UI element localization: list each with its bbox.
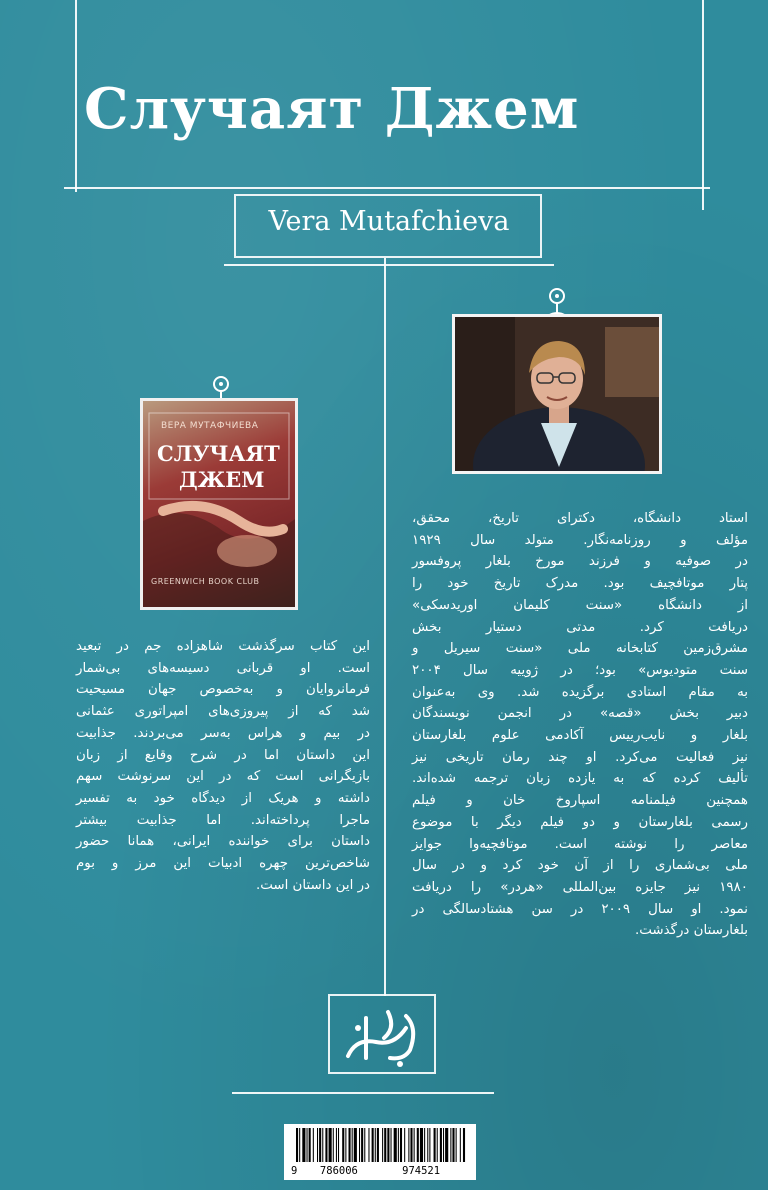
bio-line: بلغار و نایب‌رییس آکادمی علوم بلغارستان — [412, 728, 748, 744]
bio-line: همچنین فیلمنامه اسپاروخ خان و فیلم — [412, 793, 748, 809]
author-bio — [412, 508, 748, 942]
bio-line: تألیف کرده که به یازده زبان ترجمه شده‌اند. — [412, 771, 748, 787]
bio-line: نمود. او سال ۲۰۰۹ در سن هشتادسالگی در — [412, 901, 749, 917]
bio-line: نیز فعالیت می‌کرد. او چند رمان تاریخی نیز — [412, 749, 748, 765]
summary-line: شاخص‌ترین چهره ادبیات این مرز و بوم — [76, 856, 370, 872]
bio-line: ملی بی‌شماری را از آن خود کرد و در سال — [412, 858, 748, 874]
cover-publisher: GREENWICH BOOK CLUB — [151, 577, 260, 586]
bio-line: بلغارستان درگذشت. — [634, 923, 748, 939]
isbn-barcode — [284, 1124, 476, 1180]
book-title: Случаят Джем — [84, 76, 580, 142]
book-summary — [76, 636, 370, 896]
summary-line: بازیگرانی است که در این سرنوشت سهم — [76, 769, 370, 785]
bio-line: پتار موتافچیف بود. مدرک تاریخ خود را — [412, 576, 748, 592]
cover-author: ВЕРА МУТАФЧИЕВА — [161, 421, 259, 431]
cover-title-line2: ДЖЕМ — [179, 467, 265, 492]
frame-line-top — [64, 187, 710, 189]
summary-line: در بیم و هراس به‌سر می‌بردند. جذابیت — [76, 725, 370, 741]
bio-line: معاصر را نوشته است. موتافچیه‌وا جوایز — [412, 836, 748, 852]
summary-line: داشته و هریک از دیدگاه خود به تفسیر — [76, 790, 370, 806]
bio-line: استاد دانشگاه، دکترای تاریخ، محقق، — [412, 511, 748, 526]
crossbar-line — [224, 264, 554, 266]
author-name: Vera Mutafchieva — [268, 206, 510, 237]
isbn-number — [284, 1165, 476, 1177]
summary-line: این داستان اما در شرح وقایع از زبان — [76, 747, 370, 763]
isbn-group1: 786006 — [319, 1165, 358, 1177]
bio-line: مؤلف و روزنامه‌نگار. متولد سال ۱۹۲۹ — [412, 532, 748, 548]
summary-line: شد که از پیروزی‌های امپراتوری عثمانی — [76, 704, 370, 720]
bio-line: مشرق‌زمین کتابخانه ملی «سنت سیریل و — [412, 641, 748, 657]
bio-line: دریافت کرد. مدتی دستیار بخش — [412, 619, 748, 635]
frame-line-left — [75, 0, 77, 192]
summary-line: در این داستان است. — [255, 877, 370, 893]
summary-line: است. او قربانی دسیسه‌های بی‌شمار — [76, 660, 370, 676]
summary-line: داستان برای خواننده ایرانی، همانا حضور — [76, 834, 370, 850]
bio-line: به مقام استادی برگزیده شد. وی به‌عنوان — [412, 684, 748, 700]
isbn-lead-digit: 9 — [291, 1165, 298, 1177]
summary-line: این کتاب سرگذشت شاهزاده جم در تبعید — [76, 639, 370, 654]
bio-line: ۱۹۸۰ نیز جایزه بین‌المللی «هردر» را دریافت — [412, 879, 748, 895]
book-cover-image — [140, 398, 298, 610]
bio-line: در صوفیه و فرزند مورخ بلغار پروفسور — [412, 554, 748, 570]
bottom-line — [232, 1092, 494, 1094]
summary-line: فرمانروایان و به‌خصوص جهان مسیحیت — [76, 682, 370, 698]
bio-line: دبیر بخش «قصه» در انجمن نویسندگان — [412, 706, 748, 722]
author-photo — [452, 314, 662, 474]
bio-line: رسمی بلغارستان و دو فیلم دیگر با موضوع — [412, 814, 748, 830]
bio-line: از دانشگاه «سنت کلیمان اوریدسکی» — [412, 597, 748, 613]
bio-line: سنت متودیوس» بود؛ در ژوییه سال ۲۰۰۴ — [412, 662, 748, 678]
publisher-logo-icon — [336, 998, 430, 1072]
isbn-group2: 974521 — [402, 1165, 441, 1177]
cover-title-line1: СЛУЧАЯТ — [157, 441, 280, 466]
frame-line-right — [702, 0, 704, 210]
summary-line: ماجرا پرداخته‌اند. اما جذابیت بیشتر — [76, 812, 370, 828]
center-line — [384, 258, 386, 996]
